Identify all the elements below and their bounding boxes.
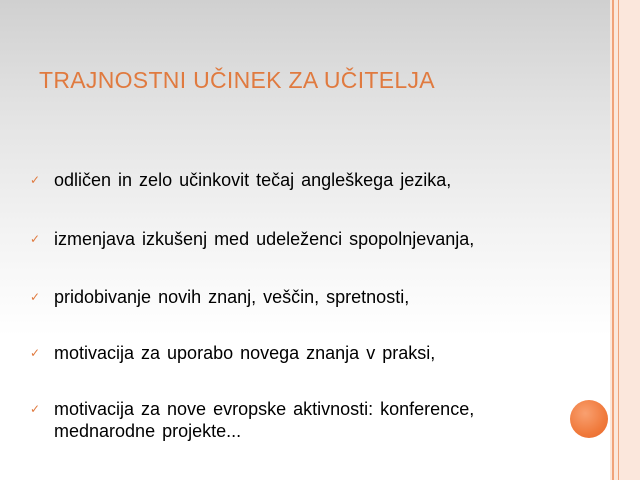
bullet-text: motivacija za uporabo novega znanja v praksi, [54,343,436,363]
decorative-side-bar [610,0,640,480]
decorative-line [612,0,614,480]
decorative-line [618,0,619,480]
checkmark-icon: ✓ [30,173,41,187]
checkmark-icon: ✓ [30,402,41,416]
checkmark-icon: ✓ [30,346,41,360]
bullet-text: pridobivanje novih znanj, veščin, spretnosti, [54,287,410,307]
bullet-text: motivacija za nove evropske aktivnosti: konference, [54,399,475,419]
checkmark-icon: ✓ [30,232,41,246]
bullet-text-continuation: mednarodne projekte... [54,421,242,441]
slide-title: TRAJNOSTNI UČINEK ZA UČITELJA [39,67,435,93]
bullet-text: odličen in zelo učinkovit tečaj angleškega jezika, [54,170,452,190]
bullet-text: izmenjava izkušenj med udeleženci spopolnjevanja, [54,229,475,249]
decorative-circle [570,400,608,438]
checkmark-icon: ✓ [30,290,41,304]
